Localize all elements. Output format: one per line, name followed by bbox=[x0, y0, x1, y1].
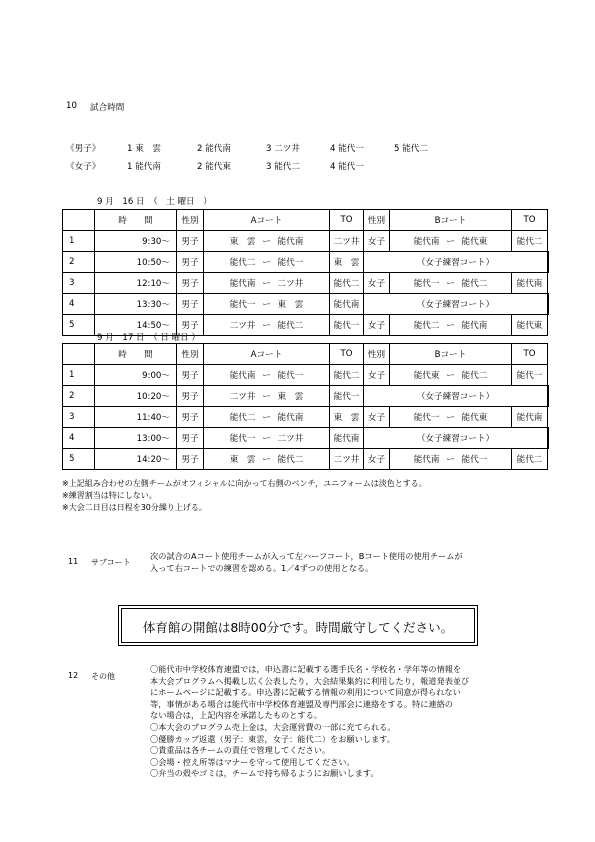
court-a-team-1: 能代二 bbox=[229, 413, 256, 423]
day-2-date: 9 月 17 日 （ 日 曜日 ） bbox=[97, 333, 201, 343]
match-time: 10:50～ bbox=[95, 252, 177, 273]
header-time: 時 間 bbox=[95, 210, 177, 231]
court-b-to: 能代南 bbox=[512, 407, 548, 428]
table-row bbox=[63, 231, 549, 252]
match-number: 4 bbox=[63, 294, 95, 315]
court-b-team-1: 能代東 bbox=[413, 371, 440, 381]
match-time: 14:50～ bbox=[95, 315, 177, 336]
day-2-body bbox=[63, 344, 549, 470]
header-court-a: Aコート bbox=[204, 344, 330, 365]
header-blank bbox=[63, 210, 95, 231]
court-a-team-1: 能代南 bbox=[229, 279, 256, 289]
court-a-team-1: 能代南 bbox=[229, 371, 256, 381]
court-a-matchup bbox=[204, 407, 330, 428]
header-court-b: Bコート bbox=[390, 210, 512, 231]
vs-dash: ー bbox=[446, 279, 455, 289]
vs-dash: ー bbox=[446, 413, 455, 423]
section-12-line-10: 〇弁当の殻やゴミは，チームで持ち帰るようにお願いします。 bbox=[150, 768, 379, 779]
match-number: 3 bbox=[63, 273, 95, 294]
header-sex-a: 性別 bbox=[177, 210, 204, 231]
court-a-to: 能代一 bbox=[330, 386, 364, 407]
match-time: 9:30～ bbox=[95, 231, 177, 252]
vs-dash: ー bbox=[262, 392, 271, 402]
court-a-sex: 男子 bbox=[177, 407, 204, 428]
court-a-team-2: 東 雲 bbox=[277, 300, 304, 310]
section-10-number: 10 bbox=[66, 101, 77, 111]
section-10-title: 試合時間 bbox=[90, 103, 125, 113]
header-sex-b: 性別 bbox=[364, 344, 390, 365]
table-row bbox=[63, 386, 549, 407]
court-a-team-1: 二ツ井 bbox=[229, 321, 256, 331]
table-row bbox=[63, 449, 549, 470]
court-a-sex: 男子 bbox=[177, 386, 204, 407]
court-b-matchup bbox=[390, 449, 512, 470]
boys-team-2: 2 能代南 bbox=[197, 144, 231, 154]
court-a-to: 能代南 bbox=[330, 294, 364, 315]
court-a-to: 二ツ井 bbox=[330, 231, 364, 252]
court-b-team-1: 能代一 bbox=[413, 413, 440, 423]
section-11-text bbox=[150, 551, 463, 574]
vs-dash: ー bbox=[446, 455, 455, 465]
court-b-practice: （女子練習コート） bbox=[364, 294, 548, 315]
court-b-team-2: 能代南 bbox=[461, 321, 488, 331]
table-row bbox=[63, 252, 549, 273]
court-b-matchup bbox=[390, 407, 512, 428]
court-a-matchup bbox=[204, 428, 330, 449]
court-a-team-1: 二ツ井 bbox=[229, 392, 256, 402]
match-time: 14:20～ bbox=[95, 449, 177, 470]
header-to-b: TO bbox=[512, 344, 548, 365]
court-a-sex: 男子 bbox=[177, 294, 204, 315]
court-b-to bbox=[548, 294, 549, 315]
vs-dash: ー bbox=[262, 300, 271, 310]
court-a-to: 東 雲 bbox=[330, 407, 364, 428]
header-court-a: Aコート bbox=[204, 210, 330, 231]
opening-time-notice bbox=[121, 608, 475, 643]
court-b-practice: （女子練習コート） bbox=[364, 386, 548, 407]
table-row bbox=[63, 428, 549, 449]
court-b-to bbox=[548, 386, 549, 407]
note-1: ※上記組み合わせの左側チームがオフィシャルに向かって右側のベンチ，ユニフォームは淡色とする。 bbox=[62, 479, 427, 488]
court-a-team-2: 二ツ井 bbox=[277, 434, 304, 444]
court-a-team-2: 能代南 bbox=[277, 413, 304, 423]
header-blank bbox=[63, 344, 95, 365]
court-b-sex: 女子 bbox=[364, 315, 390, 336]
section-12-text bbox=[150, 664, 469, 780]
court-a-to: 東 雲 bbox=[330, 252, 364, 273]
court-b-team-2: 能代東 bbox=[461, 413, 488, 423]
court-b-matchup bbox=[390, 315, 512, 336]
court-a-sex: 男子 bbox=[177, 252, 204, 273]
court-a-team-1: 能代二 bbox=[229, 258, 256, 268]
section-12-line-6: 〇本大会のプログラム売上金は，大会運営費の一部に充てられる。 bbox=[150, 721, 396, 732]
court-a-team-2: 能代二 bbox=[277, 455, 304, 465]
court-b-sex: 女子 bbox=[364, 365, 390, 386]
vs-dash: ー bbox=[262, 258, 271, 268]
court-b-matchup bbox=[390, 273, 512, 294]
match-number: 4 bbox=[63, 428, 95, 449]
court-a-matchup bbox=[204, 252, 330, 273]
header-court-b: Bコート bbox=[390, 344, 512, 365]
match-number: 2 bbox=[63, 386, 95, 407]
court-a-team-1: 東 雲 bbox=[229, 237, 256, 247]
court-a-matchup bbox=[204, 273, 330, 294]
header-to-a: TO bbox=[330, 344, 364, 365]
section-12-line-1: 〇能代市中学校体育連盟では，申込書に記載する選手氏名・学校名・学年等の情報を bbox=[150, 664, 462, 674]
vs-dash: ー bbox=[262, 371, 271, 381]
court-a-sex: 男子 bbox=[177, 231, 204, 252]
court-a-matchup bbox=[204, 231, 330, 252]
vs-dash: ー bbox=[262, 279, 271, 289]
boys-team-1: 1 東 雲 bbox=[127, 144, 161, 154]
header-sex-a: 性別 bbox=[177, 344, 204, 365]
court-a-to: 能代二 bbox=[330, 273, 364, 294]
boys-label: 《男子》 bbox=[66, 144, 101, 154]
table-row bbox=[63, 407, 549, 428]
section-12-line-5: ない場合は，上記内容を承諾したものとする。 bbox=[150, 710, 322, 721]
court-b-to bbox=[548, 428, 549, 449]
court-a-sex: 男子 bbox=[177, 315, 204, 336]
court-b-team-1: 能代南 bbox=[413, 237, 440, 247]
note-3: ※大会二日目は日程を30分繰り上げる。 bbox=[62, 503, 207, 512]
vs-dash: ー bbox=[262, 321, 271, 331]
section-11-line-2: 入って右コートでの練習を認める。1／4ずつの使用となる。 bbox=[150, 562, 374, 573]
note-2: ※練習割当は特にしない。 bbox=[62, 491, 157, 500]
notice-text: 体育館の開館は8時00分です。時間厳守してください。 bbox=[142, 620, 454, 635]
court-b-to: 能代二 bbox=[512, 231, 548, 252]
girls-team-1: 1 能代南 bbox=[127, 162, 161, 172]
court-a-team-2: 能代一 bbox=[277, 258, 304, 268]
match-time: 13:30～ bbox=[95, 294, 177, 315]
court-a-matchup bbox=[204, 386, 330, 407]
schedule-table-day-1 bbox=[62, 209, 549, 336]
court-a-matchup bbox=[204, 365, 330, 386]
court-b-team-2: 能代二 bbox=[461, 371, 488, 381]
girls-label: 《女子》 bbox=[66, 162, 101, 172]
match-number: 1 bbox=[63, 365, 95, 386]
court-a-team-2: 能代南 bbox=[277, 237, 304, 247]
court-a-team-2: 能代一 bbox=[277, 371, 304, 381]
court-b-sex: 女子 bbox=[364, 407, 390, 428]
court-a-matchup bbox=[204, 315, 330, 336]
court-b-to bbox=[548, 252, 549, 273]
vs-dash: ー bbox=[446, 321, 455, 331]
match-time: 13:00～ bbox=[95, 428, 177, 449]
match-number: 2 bbox=[63, 252, 95, 273]
girls-team-4: 4 能代一 bbox=[330, 162, 364, 172]
court-a-matchup bbox=[204, 294, 330, 315]
court-b-team-1: 能代南 bbox=[413, 455, 440, 465]
court-b-sex: 女子 bbox=[364, 273, 390, 294]
day-1-date: 9 月 16 日 （ 土 曜日 ） bbox=[97, 197, 212, 207]
match-time: 9:00～ bbox=[95, 365, 177, 386]
court-a-sex: 男子 bbox=[177, 365, 204, 386]
section-12-line-7: 〇優勝カップ返還（男子：東雲，女子：能代二）をお願いします。 bbox=[150, 733, 395, 744]
match-number: 3 bbox=[63, 407, 95, 428]
court-b-sex: 女子 bbox=[364, 231, 390, 252]
court-b-matchup bbox=[390, 365, 512, 386]
section-12-line-4: 等，事情がある場合は能代市中学校体育連盟及専門部会に連絡をする。特に連絡の bbox=[150, 698, 453, 709]
section-12-number: 12 bbox=[68, 671, 79, 680]
match-time: 10:20～ bbox=[95, 386, 177, 407]
court-a-team-2: 二ツ井 bbox=[277, 279, 304, 289]
table-row bbox=[63, 365, 549, 386]
section-12-title: その他 bbox=[91, 672, 115, 681]
court-b-to: 能代一 bbox=[512, 365, 548, 386]
vs-dash: ー bbox=[262, 434, 271, 444]
vs-dash: ー bbox=[262, 237, 271, 247]
match-number: 5 bbox=[63, 315, 95, 336]
court-b-to: 能代東 bbox=[512, 315, 548, 336]
match-time: 12:10～ bbox=[95, 273, 177, 294]
court-b-practice: （女子練習コート） bbox=[364, 252, 548, 273]
girls-team-2: 2 能代東 bbox=[197, 162, 231, 172]
header-row bbox=[63, 344, 549, 365]
court-a-sex: 男子 bbox=[177, 449, 204, 470]
section-12-line-9: 〇会場・控え所等はマナーを守って使用してください。 bbox=[150, 756, 355, 767]
court-a-sex: 男子 bbox=[177, 273, 204, 294]
header-time: 時 間 bbox=[95, 344, 177, 365]
vs-dash: ー bbox=[446, 237, 455, 247]
match-time: 11:40～ bbox=[95, 407, 177, 428]
court-a-to: 能代二 bbox=[330, 365, 364, 386]
court-b-team-2: 能代東 bbox=[461, 237, 488, 247]
court-a-to: 二ツ井 bbox=[330, 449, 364, 470]
court-a-team-1: 能代一 bbox=[229, 300, 256, 310]
vs-dash: ー bbox=[262, 455, 271, 465]
court-a-team-2: 能代二 bbox=[277, 321, 304, 331]
court-b-team-1: 能代二 bbox=[413, 321, 440, 331]
court-b-practice: （女子練習コート） bbox=[364, 428, 548, 449]
court-a-matchup bbox=[204, 449, 330, 470]
court-a-team-1: 能代一 bbox=[229, 434, 256, 444]
schedule-table-day-2 bbox=[62, 343, 549, 470]
section-11-number: 11 bbox=[68, 557, 79, 566]
header-to-a: TO bbox=[330, 210, 364, 231]
vs-dash: ー bbox=[262, 413, 271, 423]
header-sex-b: 性別 bbox=[364, 210, 390, 231]
day-1-body bbox=[63, 210, 549, 336]
section-12-line-8: 〇貴重品は各チームの責任で管理してください。 bbox=[150, 745, 331, 756]
header-to-b: TO bbox=[512, 210, 548, 231]
court-b-sex: 女子 bbox=[364, 449, 390, 470]
court-a-to: 能代一 bbox=[330, 315, 364, 336]
court-b-team-2: 能代二 bbox=[461, 279, 488, 289]
match-number: 1 bbox=[63, 231, 95, 252]
section-11-title: サブコート bbox=[91, 558, 131, 567]
match-number: 5 bbox=[63, 449, 95, 470]
girls-team-3: 3 能代二 bbox=[266, 162, 300, 172]
section-11-line-1: 次の試合のAコート使用チームが入って左ハーフコート，Bコート使用の使用チームが bbox=[150, 551, 463, 561]
court-b-team-2: 能代一 bbox=[461, 455, 488, 465]
table-row bbox=[63, 273, 549, 294]
header-row bbox=[63, 210, 549, 231]
court-a-team-1: 東 雲 bbox=[229, 455, 256, 465]
section-12-line-3: にホームページに記載する。申込書に記載する情報の利用について同意が得られない bbox=[150, 687, 461, 698]
court-a-sex: 男子 bbox=[177, 428, 204, 449]
court-b-to: 能代二 bbox=[512, 449, 548, 470]
boys-team-5: 5 能代二 bbox=[394, 144, 428, 154]
court-a-team-2: 東 雲 bbox=[277, 392, 304, 402]
section-12-line-2: 本大会プログラムへ掲載し広く公表したり，大会結果集約に利用したり，報道発表並び bbox=[150, 675, 470, 686]
table-row bbox=[63, 294, 549, 315]
vs-dash: ー bbox=[446, 371, 455, 381]
court-b-matchup bbox=[390, 231, 512, 252]
boys-team-4: 4 能代一 bbox=[330, 144, 364, 154]
court-b-team-1: 能代一 bbox=[413, 279, 440, 289]
court-a-to: 能代南 bbox=[330, 428, 364, 449]
court-b-to: 能代南 bbox=[512, 273, 548, 294]
boys-team-3: 3 二ツ井 bbox=[266, 144, 300, 154]
